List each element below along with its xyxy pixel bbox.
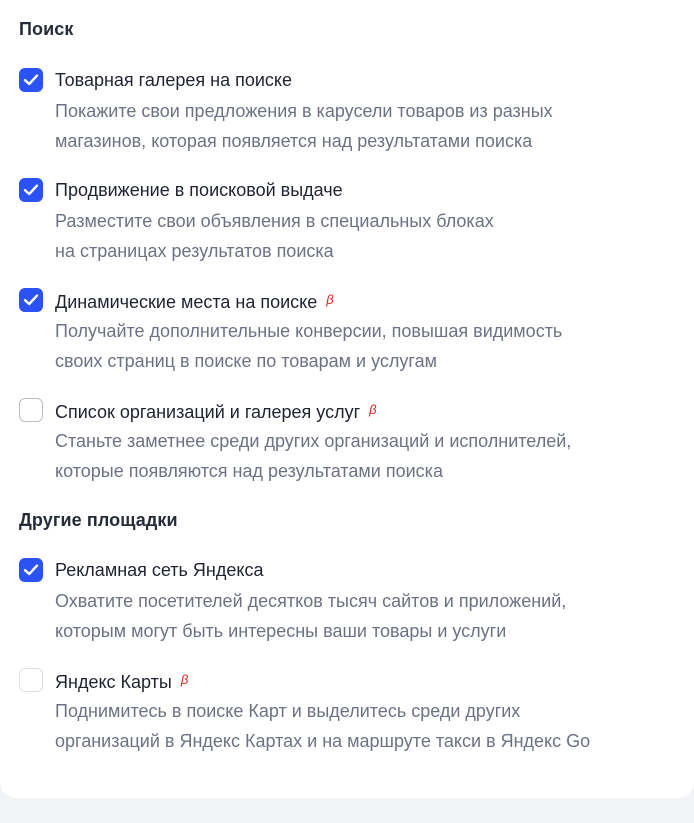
- option-title: Товарная галерея на поиске: [55, 70, 292, 90]
- checkbox-yandex-ad-network[interactable]: [19, 558, 43, 582]
- beta-badge: β: [326, 292, 334, 307]
- checkbox-search-promotion[interactable]: [19, 178, 43, 202]
- check-icon: [23, 73, 39, 87]
- option-title: Яндекс Карты $^\beta$: [55, 672, 189, 692]
- checkbox-product-gallery[interactable]: [19, 68, 43, 92]
- section-title-other-platforms: Другие площадки: [19, 510, 178, 530]
- option-title: Список организаций и галерея услуг $^\beta$: [55, 402, 377, 422]
- beta-badge: β: [180, 672, 189, 687]
- check-icon: [23, 563, 39, 577]
- option-description: Получайте дополнительные конверсии, повышая видимость своих страниц в поиске по товарам и услугам: [55, 321, 563, 371]
- option-description: Разместите свои объявления в специальных блоках на страницах результатов поиска: [55, 211, 494, 261]
- section-title-search: Поиск: [19, 19, 74, 39]
- checkbox-organizations-list[interactable]: [19, 398, 43, 422]
- option-description: Покажите свои предложения в карусели товаров из разных магазинов, которая появляется над результатами поиска: [55, 101, 553, 151]
- option-description: Охватите посетителей десятков тысяч сайтов и приложений, которым могут быть интересны ваши товары и услуги: [55, 591, 567, 641]
- option-description: Станьте заметнее среди других организаций и исполнителей, которые появляются над результатами поиска: [55, 431, 572, 481]
- check-icon: [23, 293, 39, 307]
- option-title: Рекламная сеть Яндекса: [55, 560, 264, 580]
- option-title: Продвижение в поисковой выдаче: [55, 180, 343, 200]
- beta-badge: β: [369, 402, 377, 417]
- checkbox-yandex-maps[interactable]: [19, 668, 43, 692]
- checkbox-dynamic-places[interactable]: [19, 288, 43, 312]
- option-title: Динамические места на поиске $^\beta$: [55, 292, 334, 312]
- option-description: Поднимитесь в поиске Карт и выделитесь среди других организаций в Яндекс Картах и на маршруте такси в Яндекс Go: [55, 701, 591, 751]
- check-icon: [23, 183, 39, 197]
